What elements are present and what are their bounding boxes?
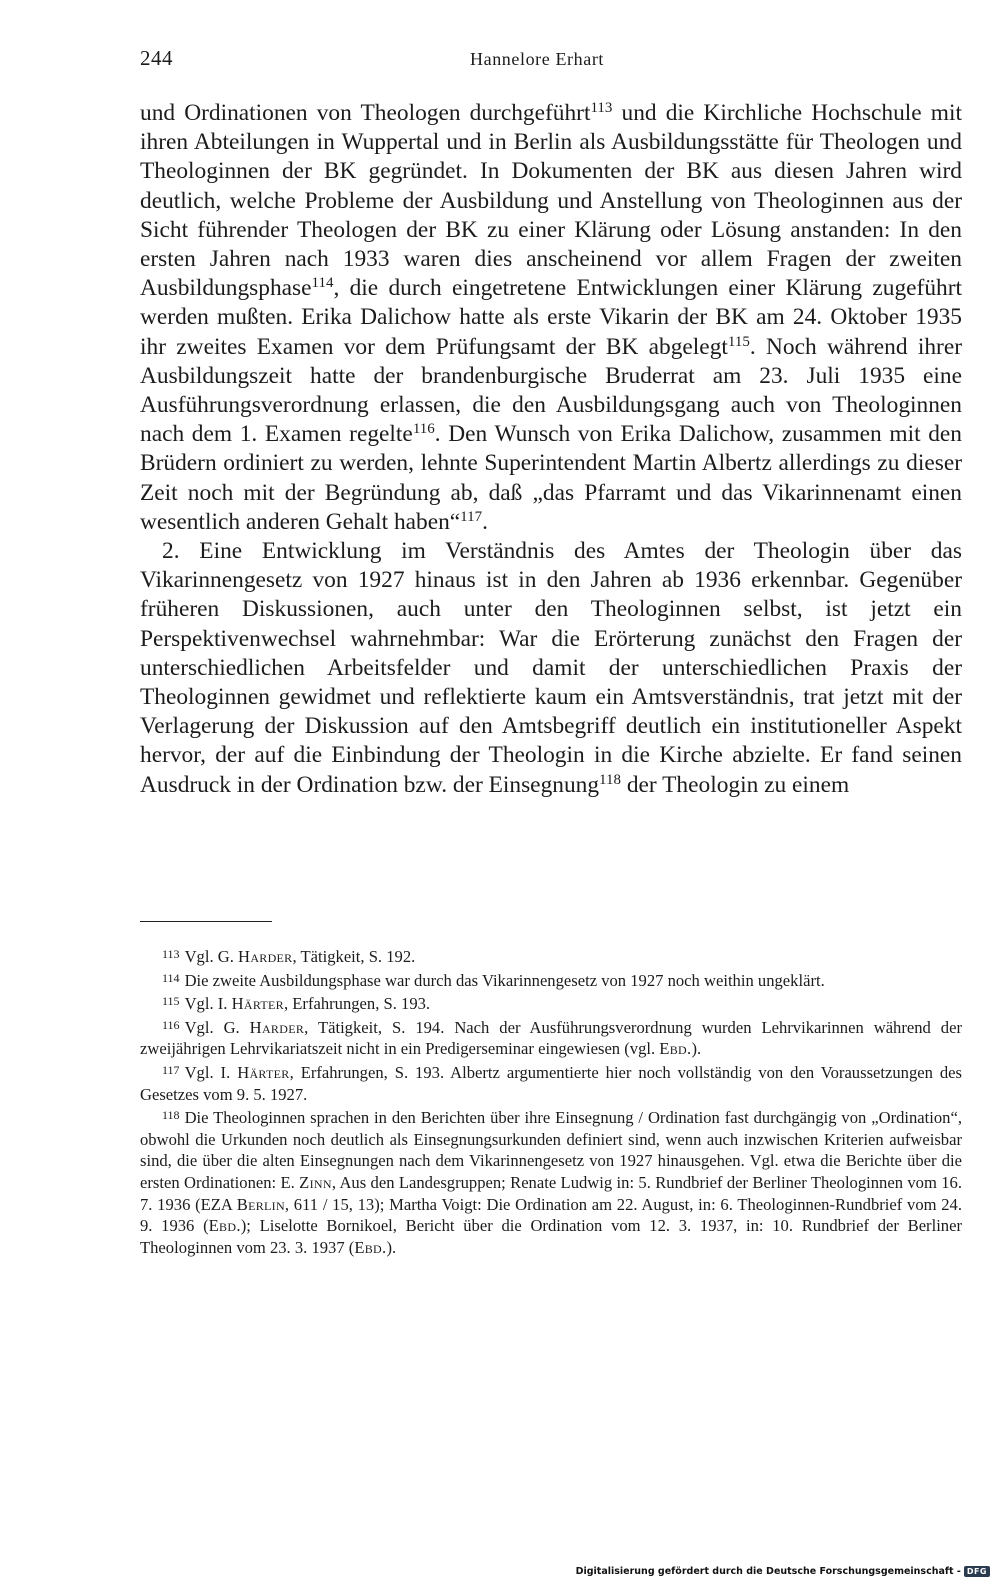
dfg-credit (576, 1566, 990, 1577)
author-name: Harder (249, 1017, 305, 1037)
footnote-ref: 116 (412, 421, 435, 438)
credit-text: Digitalisierung gefördert durch die Deutsche Forschungsgemeinschaft - (575, 1566, 961, 1577)
text-run: Vgl. G. (184, 947, 239, 966)
text-run: , Erfahrungen, S. 193. (283, 994, 431, 1014)
author-name: Harder (238, 947, 293, 966)
text-run: , Tätigkeit, S. 192. (292, 947, 416, 966)
text-run: der Theologin zu einem (621, 771, 850, 798)
footnote-number: 117 (162, 1062, 180, 1077)
footnote-number: 116 (162, 1017, 180, 1032)
footnote-number: 113 (162, 947, 180, 961)
footnote-ref: 114 (311, 275, 334, 292)
text-run: Vgl. I. (184, 1062, 238, 1082)
ebd-abbrev: Ebd. (208, 1216, 241, 1236)
footnote-ref: 115 (727, 333, 750, 350)
paragraph-2 (140, 537, 962, 800)
text-run: ). (386, 1237, 397, 1257)
text-run: , Erfahrungen, S. 193. Albertz argumentierte hier noch vollständig von den Voraussetzungen des Gesetzes vom 9. 5. 1927. (140, 1062, 962, 1104)
footnote-number: 118 (162, 1108, 180, 1123)
archive-name: Berlin (236, 1194, 285, 1214)
text-run: und Ordinationen von Theologen durchgeführt (140, 100, 591, 126)
author-name: Zinn (299, 1172, 332, 1192)
footnotes (140, 944, 962, 1258)
footnote-number: 115 (162, 994, 180, 1009)
paragraph-1 (140, 99, 962, 537)
ebd-abbrev: Ebd. (354, 1237, 387, 1257)
footnote-114 (140, 968, 962, 992)
text-run: . (482, 508, 488, 535)
footnote-115 (140, 991, 962, 1015)
text-run: Vgl. G. (184, 1017, 250, 1037)
ebd-abbrev: Ebd. (659, 1039, 692, 1059)
footnote-117 (140, 1060, 962, 1105)
running-head: Hannelore Erhart (470, 49, 605, 69)
text-run: , Tätigkeit, S. 194. Nach der Ausführungsverordnung wurden Lehrvikarinnen während der zweijährigen Lehrvikariatszeit nicht in ein Predigerseminar eingewiesen (vgl. (140, 1017, 962, 1059)
footnote-separator (140, 921, 272, 922)
text-run: ). (691, 1039, 702, 1059)
footnote-ref: 118 (599, 771, 621, 788)
text-run: . Noch während ihrer Ausbildungszeit hatte der brandenburgische Bruderrat am 23. Juli 1935 eine Ausführungsverordnung erlassen, die den Ausbildungsgang auch von Theologinnen nach dem 1. Examen regelte (140, 333, 962, 448)
text-run: Vgl. I. (184, 994, 232, 1014)
text-run: und die Kirchliche Hochschule mit ihren Abteilungen in Wuppertal und in Berlin als Ausbildungsstätte für Theologen und Theologinnen der BK gegründet. In Dokumenten der BK aus diesen Jahren wird deutlich, welche Probleme der Ausbildung und Anstellung von Theologinnen aus der Sicht führender Theologen der BK zu einer Klärung oder Lösung anstanden: In den ersten Jahren nach 1933 waren dies anscheinend vor allem Fragen der zweiten Ausbildungsphase (140, 100, 962, 302)
body-text (140, 99, 962, 800)
footnote-ref: 113 (590, 100, 613, 116)
text-run: Die Theologinnen sprachen in den Berichten über ihre Einsegnung / Ordination fast durchgängig von „Ordination“, obwohl die Urkunden noch deutlich als Einsegnungsurkunden definiert sind, wenn auch inzwischen Kriterien aufweisbar sind, die über die alten Einsegnungen nach dem Vikarinnengesetz von 1927 hinausgehen. Vgl. etwa die Berichte über die ersten Ordinationen: E. (140, 1108, 962, 1192)
dfg-logo-icon: DFG (964, 1566, 990, 1577)
author-name: Härter (237, 1062, 290, 1082)
text-run: , die durch eingetretene Entwicklungen einer Klärung zugeführt werden mußten. Erika Dalichow hatte als erste Vikarin der BK am 24. Oktober 1935 ihr zweites Examen vor dem Prüfungsamt der BK abgelegt (140, 275, 962, 360)
footnote-118 (140, 1105, 962, 1258)
text-run: Die zweite Ausbildungsphase war durch das Vikarinnengesetz von 1927 noch weithin ungeklärt. (184, 970, 825, 990)
footnote-116 (140, 1015, 962, 1060)
text-run: . Den Wunsch von Erika Dalichow, zusammen mit den Brüdern ordiniert zu werden, lehnte Superintendent Martin Albertz allerdings zu dieser Zeit noch mit der Begründung ab, daß „das Pfarramt und das Vikarinnenamt einen wesentlich anderen Gehalt haben“ (140, 421, 962, 535)
text-run: , Aus den Landesgruppen; Renate Ludwig in: 5. Rundbrief der Berliner Theologinnen vom 16. 7. 1936 (EZA (140, 1172, 962, 1214)
page-number: 244 (140, 46, 173, 70)
text-run: 2. Eine Entwicklung im Verständnis des Amtes der Theologin über das Vikarinnengesetz von 1927 hinaus ist in den Jahren ab 1936 erkennbar. Gegenüber früheren Diskussionen, auch unter den Theologinnen selbst, ist jetzt ein Perspektivenwechsel wahrnehmbar: War die Erörterung zunächst den Fragen der unterschiedlichen Arbeitsfelder und damit der unterschiedlichen Praxis der Theologinnen gewidmet und reflektierte kaum ein Amtsverständnis, trat jetzt mit der Verlagerung der Diskussion auf den Amtsbegriff deutlich ein institutioneller Aspekt hervor, der auf die Einbindung der Theologin in die Kirche abzielte. Er fand seinen Ausdruck in der Ordination bzw. der Einsegnung (140, 538, 962, 798)
text-run: ); Liselotte Bornikoel, Bericht über die Ordination vom 12. 3. 1937, in: 10. Rundbrief der Berliner Theologinnen vom 23. 3. 1937 ( (140, 1216, 962, 1257)
text-run: , 611 / 15, 13); Martha Voigt: Die Ordination am 22. August, in: 6. Theologinnen-Rundbrief vom 24. 9. 1936 ( (140, 1194, 963, 1236)
footnote-113 (140, 944, 962, 968)
footnote-ref: 117 (460, 508, 483, 525)
author-name: Härter (231, 994, 284, 1014)
footnote-number: 114 (162, 970, 180, 985)
